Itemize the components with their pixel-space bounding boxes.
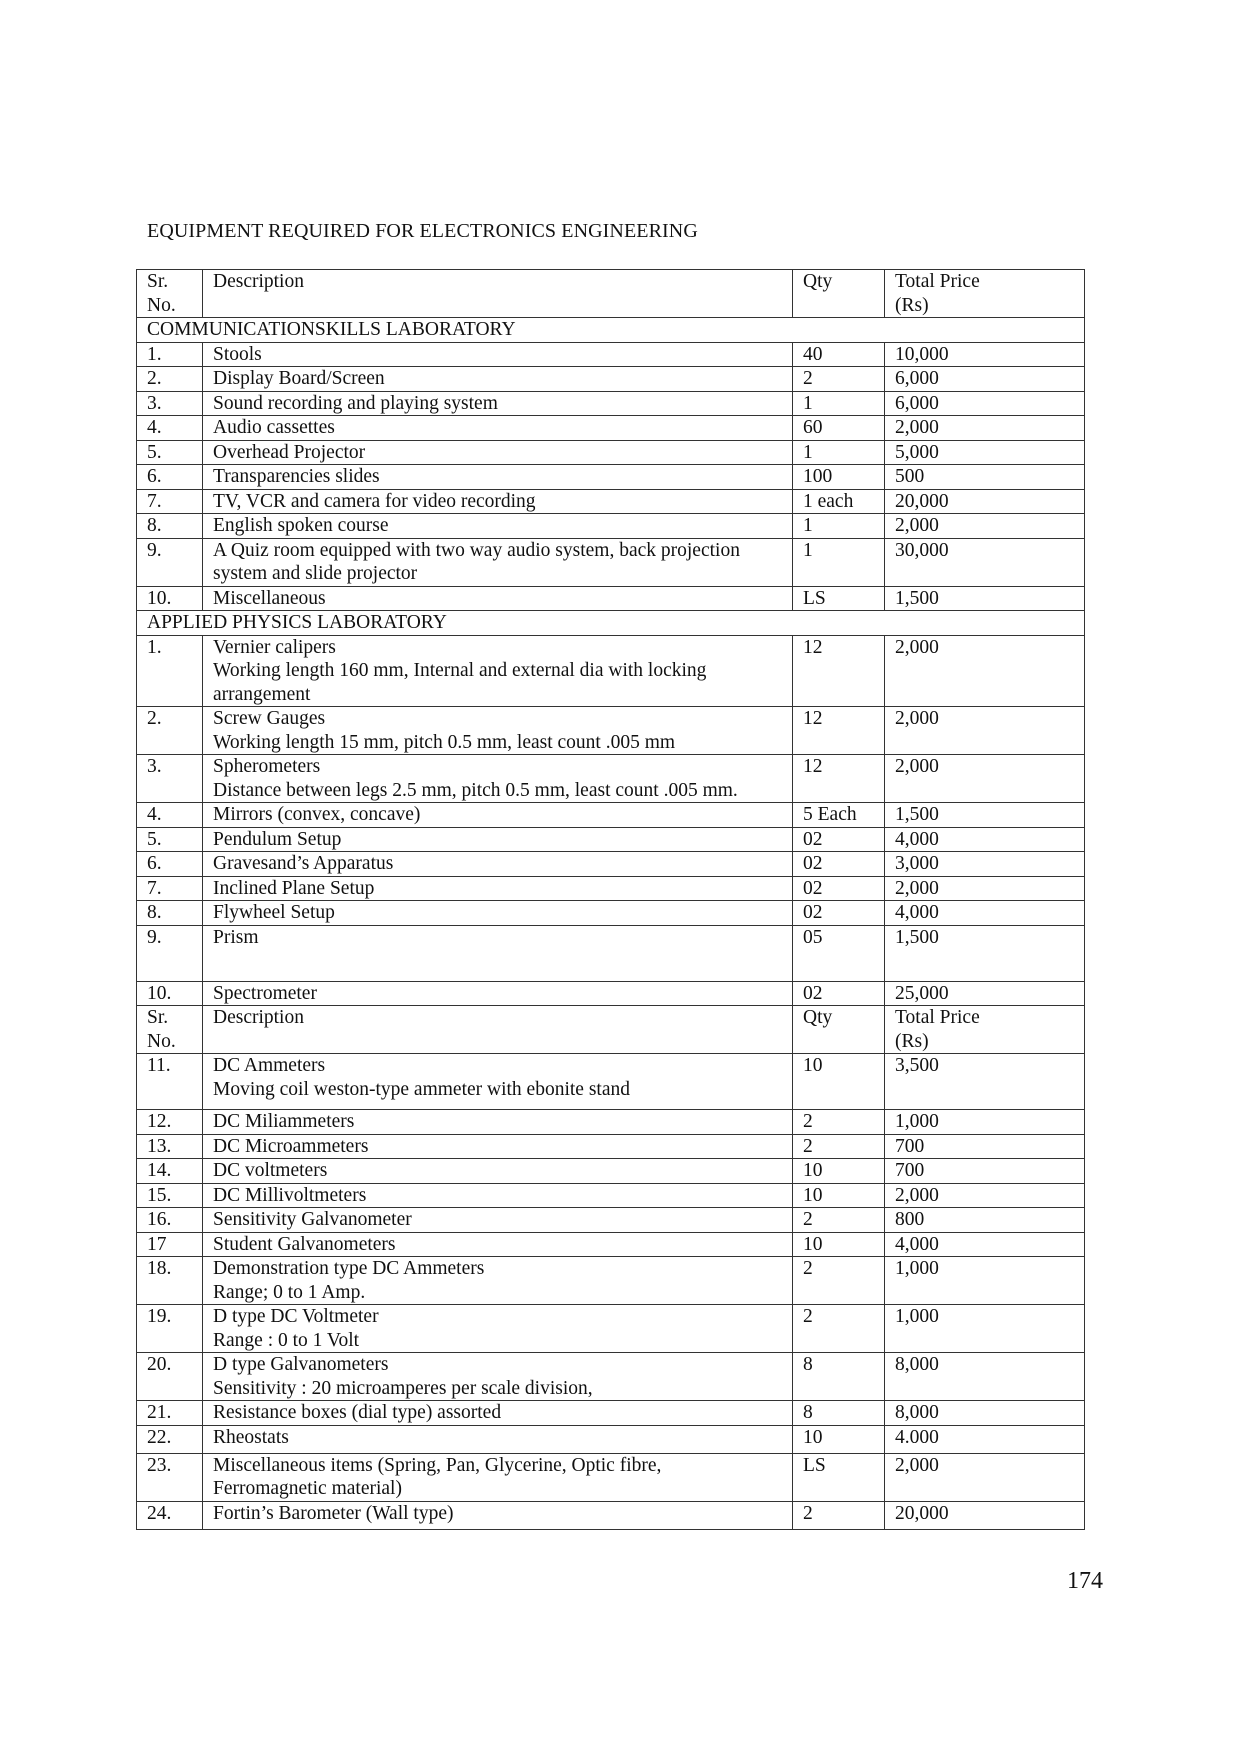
section-heading: COMMUNICATIONSKILLS LABORATORY [137, 318, 1085, 343]
total-price-cell: 3,500 [885, 1054, 1085, 1110]
total-price-cell-line: (Rs) [895, 1030, 929, 1052]
qty-cell: 2 [793, 1501, 885, 1529]
qty-cell: 1 [793, 538, 885, 586]
table-row [137, 1353, 1085, 1401]
sr-no-cell: 7. [137, 489, 203, 514]
sr-no-cell: 5. [137, 440, 203, 465]
total-price-cell: 20,000 [885, 489, 1085, 514]
table-row [137, 1257, 1085, 1305]
total-price-cell: 3,000 [885, 852, 1085, 877]
table-row [137, 1183, 1085, 1208]
description-cell-line: DC Ammeters [213, 1055, 326, 1076]
description-cell-line: Sensitivity Galvanometer [213, 1209, 412, 1230]
sr-no-cell: 4. [137, 416, 203, 441]
table-row [137, 635, 1085, 707]
description-cell-line: Audio cassettes [213, 417, 335, 438]
total-price-cell [885, 1006, 1085, 1054]
section-heading-row [137, 318, 1085, 343]
sr-no-cell: 9. [137, 925, 203, 981]
description-cell [203, 901, 793, 926]
table-row [137, 440, 1085, 465]
qty-cell: 10 [793, 1054, 885, 1110]
total-price-cell: 5,000 [885, 440, 1085, 465]
description-cell-line: D type Galvanometers [213, 1354, 389, 1375]
sr-no-cell: 6. [137, 465, 203, 490]
description-cell [203, 803, 793, 828]
sr-no-cell: 18. [137, 1257, 203, 1305]
total-price-cell: 1,000 [885, 1257, 1085, 1305]
total-price-cell: 20,000 [885, 1501, 1085, 1529]
qty-cell: 5 Each [793, 803, 885, 828]
sr-no-cell: 16. [137, 1208, 203, 1233]
description-cell-line: system and slide projector [213, 563, 418, 584]
qty-cell: 8 [793, 1353, 885, 1401]
description-cell [203, 1208, 793, 1233]
description-cell [203, 489, 793, 514]
qty-cell: 2 [793, 1134, 885, 1159]
sr-no-cell: 1. [137, 635, 203, 707]
qty-cell: 1 [793, 514, 885, 539]
description-cell-line: Description [213, 271, 304, 292]
description-cell-line: Stools [213, 343, 262, 365]
description-cell-line: Miscellaneous [213, 587, 326, 609]
page-number: 174 [1067, 1568, 1103, 1594]
description-cell-line: Overhead Projector [213, 441, 366, 463]
description-cell [203, 1353, 793, 1401]
description-cell-line: Inclined Plane Setup [213, 877, 375, 899]
description-cell-line: A Quiz room equipped with two way audio system, back projection [213, 539, 740, 561]
sr-no-cell: 10. [137, 586, 203, 611]
table-row [137, 1159, 1085, 1184]
qty-cell: LS [793, 586, 885, 611]
table-row [137, 852, 1085, 877]
total-price-cell: 1,000 [885, 1110, 1085, 1135]
sr-no-cell: 9. [137, 538, 203, 586]
table-row [137, 827, 1085, 852]
table-row [137, 901, 1085, 926]
description-cell [203, 1401, 793, 1426]
description-cell [203, 707, 793, 755]
qty-cell: 05 [793, 925, 885, 981]
table-row [137, 1453, 1085, 1501]
description-cell-line: Working length 160 mm, Internal and external dia with locking [213, 660, 707, 681]
description-cell-line: Transparencies slides [213, 466, 380, 487]
description-cell [203, 1305, 793, 1353]
total-price-cell: 1,500 [885, 586, 1085, 611]
total-price-cell-line: Total Price [895, 271, 980, 292]
table-row [137, 876, 1085, 901]
description-cell [203, 1425, 793, 1453]
sr-no-cell: 20. [137, 1353, 203, 1401]
description-cell [203, 755, 793, 803]
description-cell-line: DC Microammeters [213, 1135, 369, 1157]
description-cell [203, 391, 793, 416]
description-cell [203, 876, 793, 901]
table-row [137, 489, 1085, 514]
description-cell-line: Sound recording and playing system [213, 392, 498, 414]
sr-no-cell: 6. [137, 852, 203, 877]
total-price-cell: 4,000 [885, 901, 1085, 926]
qty-cell: 10 [793, 1232, 885, 1257]
description-cell [203, 1501, 793, 1529]
total-price-cell: 4,000 [885, 1232, 1085, 1257]
description-cell-line: DC voltmeters [213, 1160, 328, 1181]
description-cell-line: Vernier calipers [213, 636, 336, 658]
description-cell-line: Miscellaneous items (Spring, Pan, Glycerine, Optic fibre, [213, 1454, 662, 1476]
equipment-table [136, 269, 1085, 1530]
sr-no-cell: 2. [137, 707, 203, 755]
description-cell-line: Rheostats [213, 1426, 289, 1448]
table-row [137, 803, 1085, 828]
total-price-cell: 25,000 [885, 981, 1085, 1006]
sr-no-cell: 3. [137, 755, 203, 803]
qty-cell: 02 [793, 852, 885, 877]
sr-no-cell: 11. [137, 1054, 203, 1110]
table-row [137, 707, 1085, 755]
total-price-cell: 2,000 [885, 876, 1085, 901]
total-price-cell: 6,000 [885, 391, 1085, 416]
description-cell [203, 1453, 793, 1501]
document-title: EQUIPMENT REQUIRED FOR ELECTRONICS ENGINEERING [147, 220, 698, 242]
sr-no-cell-line: Sr. [147, 1007, 169, 1028]
table-row [137, 1425, 1085, 1453]
qty-cell: Qty [793, 270, 885, 318]
sr-no-cell: 13. [137, 1134, 203, 1159]
total-price-cell: 2,000 [885, 707, 1085, 755]
table-row [137, 1110, 1085, 1135]
table-row [137, 1401, 1085, 1426]
description-cell-line: Screw Gauges [213, 708, 326, 729]
description-cell-line: Pendulum Setup [213, 828, 342, 850]
sr-no-cell [137, 1006, 203, 1054]
total-price-cell-line: (Rs) [895, 294, 929, 316]
total-price-cell: 700 [885, 1159, 1085, 1184]
sr-no-cell: 12. [137, 1110, 203, 1135]
table-row [137, 586, 1085, 611]
total-price-cell: 2,000 [885, 755, 1085, 803]
sr-no-cell-line: No. [147, 1030, 176, 1052]
description-cell-line: Description [213, 1007, 304, 1028]
qty-cell: 10 [793, 1183, 885, 1208]
qty-cell: 12 [793, 755, 885, 803]
description-cell [203, 1134, 793, 1159]
description-cell-line: Gravesand’s Apparatus [213, 853, 394, 874]
table-row [137, 538, 1085, 586]
qty-cell: 10 [793, 1159, 885, 1184]
qty-cell: 2 [793, 1305, 885, 1353]
sr-no-cell: 2. [137, 367, 203, 392]
section-heading-row [137, 611, 1085, 636]
table-row [137, 1305, 1085, 1353]
qty-cell: 40 [793, 342, 885, 367]
sr-no-cell: 24. [137, 1501, 203, 1529]
total-price-cell: 1,500 [885, 803, 1085, 828]
section-heading: APPLIED PHYSICS LABORATORY [137, 611, 1085, 636]
table-row [137, 367, 1085, 392]
table-header-row [137, 1006, 1085, 1054]
qty-cell: 10 [793, 1425, 885, 1453]
description-cell-line: Distance between legs 2.5 mm, pitch 0.5 mm, least count .005 mm. [213, 779, 738, 801]
description-cell-line: Demonstration type DC Ammeters [213, 1258, 485, 1279]
total-price-cell: 6,000 [885, 367, 1085, 392]
total-price-cell: 700 [885, 1134, 1085, 1159]
qty-cell: 02 [793, 901, 885, 926]
description-cell-line: Spectrometer [213, 982, 317, 1004]
sr-no-cell-line: Sr. [147, 271, 169, 292]
table-row [137, 342, 1085, 367]
qty-cell: 02 [793, 827, 885, 852]
description-cell [203, 1232, 793, 1257]
total-price-cell: 2,000 [885, 1183, 1085, 1208]
qty-cell: LS [793, 1453, 885, 1501]
sr-no-cell-line: No. [147, 294, 176, 316]
description-cell [203, 1054, 793, 1110]
qty-cell: 12 [793, 635, 885, 707]
sr-no-cell: 10. [137, 981, 203, 1006]
description-cell [203, 981, 793, 1006]
total-price-cell: 800 [885, 1208, 1085, 1233]
description-cell-line: Moving coil weston-type ammeter with ebonite stand [213, 1078, 630, 1100]
table-row [137, 1208, 1085, 1233]
sr-no-cell: 3. [137, 391, 203, 416]
description-cell [203, 367, 793, 392]
description-cell-line: TV, VCR and camera for video recording [213, 490, 536, 512]
sr-no-cell: 17 [137, 1232, 203, 1257]
total-price-cell: 1,000 [885, 1305, 1085, 1353]
description-cell-line: Range : 0 to 1 Volt [213, 1329, 360, 1351]
description-cell-line: Mirrors (convex, concave) [213, 804, 421, 825]
sr-no-cell: 5. [137, 827, 203, 852]
qty-cell: 02 [793, 981, 885, 1006]
description-cell-line: Prism [213, 926, 259, 948]
qty-cell: 8 [793, 1401, 885, 1426]
description-cell [203, 586, 793, 611]
sr-no-cell: 7. [137, 876, 203, 901]
description-cell-line: Flywheel Setup [213, 902, 335, 923]
total-price-cell: 2,000 [885, 514, 1085, 539]
sr-no-cell: 23. [137, 1453, 203, 1501]
qty-cell: 2 [793, 1208, 885, 1233]
qty-cell: 2 [793, 1110, 885, 1135]
description-cell-line: Display Board/Screen [213, 368, 385, 389]
description-cell-line: DC Millivoltmeters [213, 1184, 367, 1206]
sr-no-cell: 22. [137, 1425, 203, 1453]
qty-cell: 2 [793, 367, 885, 392]
description-cell [203, 925, 793, 981]
sr-no-cell: 21. [137, 1401, 203, 1426]
qty-cell: 1 [793, 440, 885, 465]
table-row [137, 1501, 1085, 1529]
description-cell [203, 1006, 793, 1054]
qty-cell: 60 [793, 416, 885, 441]
total-price-cell [885, 270, 1085, 318]
qty-cell: 02 [793, 876, 885, 901]
table-row [137, 925, 1085, 981]
description-cell-line: D type DC Voltmeter [213, 1306, 379, 1327]
total-price-cell: 4,000 [885, 827, 1085, 852]
description-cell-line: arrangement [213, 683, 311, 705]
description-cell [203, 342, 793, 367]
description-cell-line: Resistance boxes (dial type) assorted [213, 1402, 502, 1423]
description-cell [203, 538, 793, 586]
sr-no-cell: 19. [137, 1305, 203, 1353]
sr-no-cell: 14. [137, 1159, 203, 1184]
description-cell [203, 440, 793, 465]
table-row [137, 514, 1085, 539]
description-cell [203, 1159, 793, 1184]
table-header-row [137, 270, 1085, 318]
description-cell-line: Range; 0 to 1 Amp. [213, 1281, 366, 1303]
description-cell-line: DC Miliammeters [213, 1111, 355, 1132]
sr-no-cell: 15. [137, 1183, 203, 1208]
total-price-cell: 10,000 [885, 342, 1085, 367]
description-cell [203, 852, 793, 877]
description-cell [203, 270, 793, 318]
description-cell-line: Student Galvanometers [213, 1233, 396, 1255]
total-price-cell: 2,000 [885, 635, 1085, 707]
total-price-cell: 4.000 [885, 1425, 1085, 1453]
table-row [137, 391, 1085, 416]
total-price-cell-line: Total Price [895, 1007, 980, 1028]
sr-no-cell: 4. [137, 803, 203, 828]
qty-cell: 100 [793, 465, 885, 490]
description-cell [203, 1257, 793, 1305]
total-price-cell: 8,000 [885, 1353, 1085, 1401]
sr-no-cell: 8. [137, 514, 203, 539]
qty-cell: 2 [793, 1257, 885, 1305]
description-cell [203, 1183, 793, 1208]
table-row [137, 981, 1085, 1006]
description-cell-line: Sensitivity : 20 microamperes per scale division, [213, 1377, 593, 1399]
sr-no-cell: 1. [137, 342, 203, 367]
table-row [137, 1054, 1085, 1110]
description-cell-line: Working length 15 mm, pitch 0.5 mm, least count .005 mm [213, 731, 676, 753]
description-cell [203, 1110, 793, 1135]
qty-cell: 1 each [793, 489, 885, 514]
table-row [137, 1232, 1085, 1257]
total-price-cell: 8,000 [885, 1401, 1085, 1426]
sr-no-cell [137, 270, 203, 318]
description-cell [203, 514, 793, 539]
qty-cell: 12 [793, 707, 885, 755]
total-price-cell: 2,000 [885, 1453, 1085, 1501]
qty-cell: 1 [793, 391, 885, 416]
total-price-cell: 2,000 [885, 416, 1085, 441]
description-cell-line: Ferromagnetic material) [213, 1478, 402, 1499]
sr-no-cell: 8. [137, 901, 203, 926]
total-price-cell: 500 [885, 465, 1085, 490]
table-row [137, 465, 1085, 490]
table-row [137, 755, 1085, 803]
total-price-cell: 1,500 [885, 925, 1085, 981]
description-cell [203, 465, 793, 490]
description-cell [203, 635, 793, 707]
total-price-cell: 30,000 [885, 538, 1085, 586]
description-cell-line: Fortin’s Barometer (Wall type) [213, 1502, 454, 1524]
description-cell-line: English spoken course [213, 515, 389, 536]
table-row [137, 416, 1085, 441]
table-row [137, 1134, 1085, 1159]
description-cell [203, 827, 793, 852]
description-cell [203, 416, 793, 441]
qty-cell: Qty [793, 1006, 885, 1054]
description-cell-line: Spherometers [213, 756, 321, 777]
